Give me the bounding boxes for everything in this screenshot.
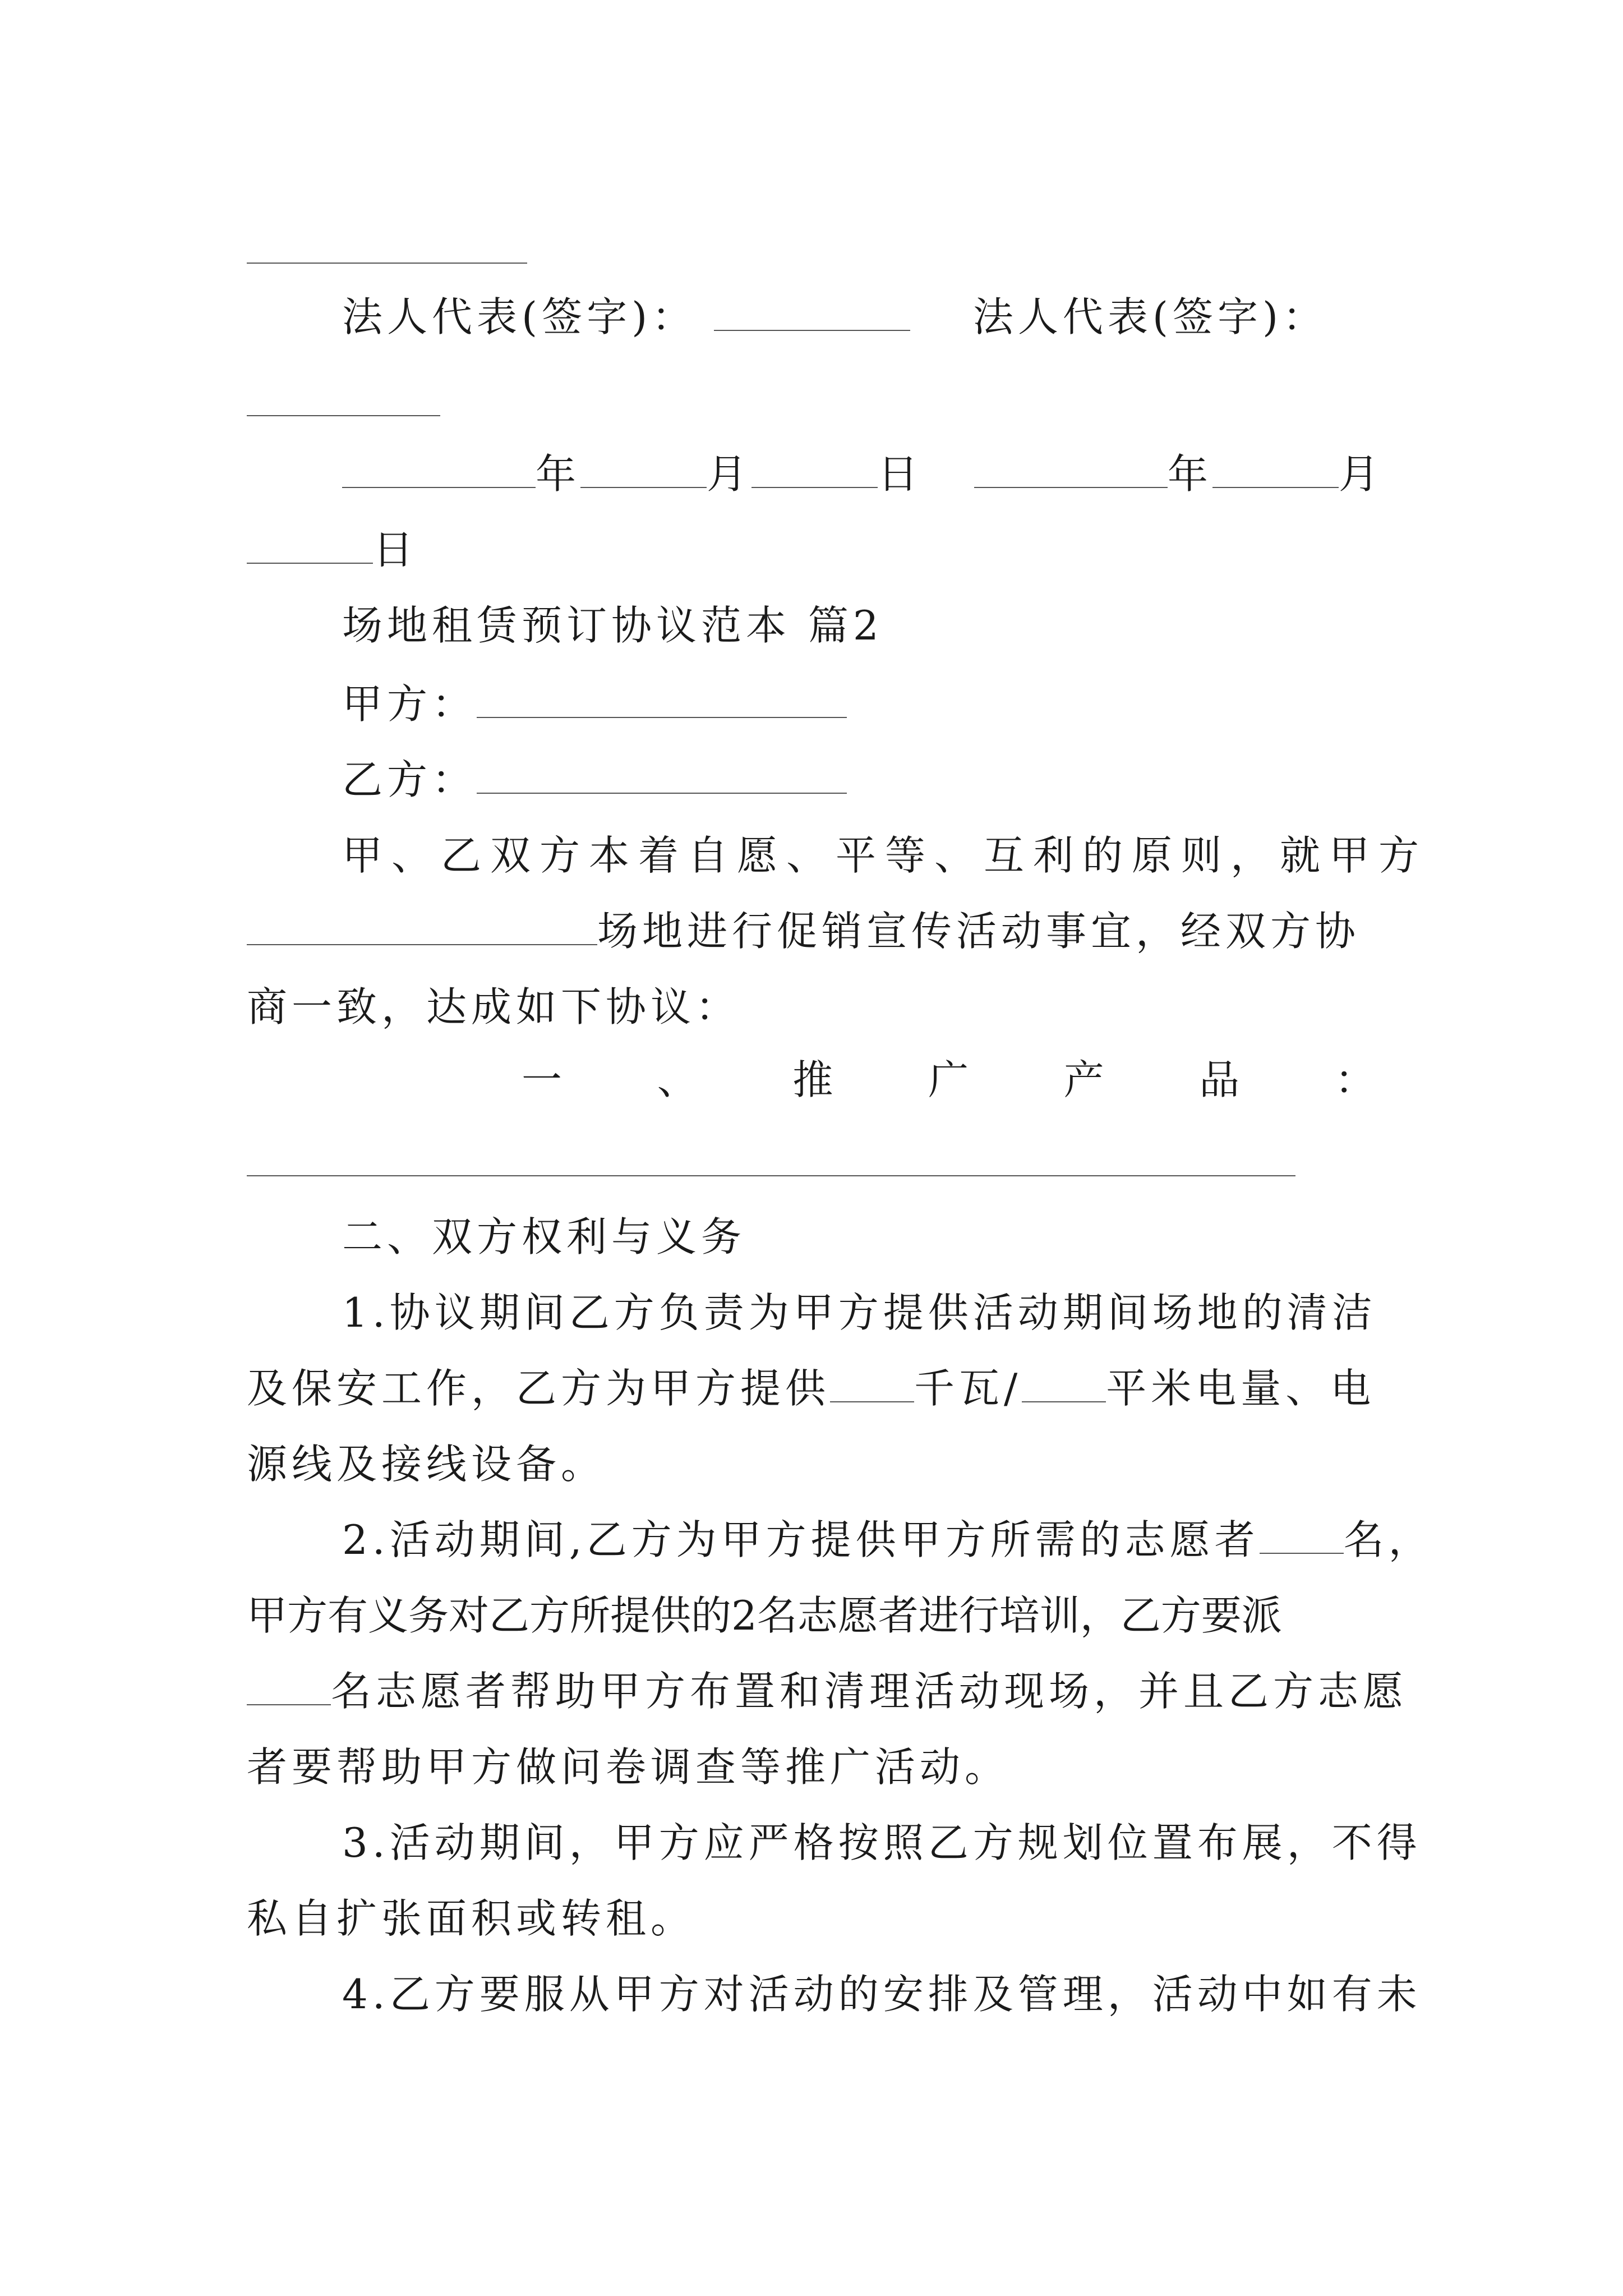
para-1-text: 及保安工作，乙方为甲方提供	[247, 1365, 831, 1412]
blank-line	[247, 908, 597, 945]
intro-line-2-text: 场地进行促销宣传活动事宜，经双方协	[597, 908, 1361, 955]
para-2-line-3	[247, 1666, 1408, 1717]
para-3-line-2: 私自扩张面积或转租。	[247, 1895, 696, 1942]
legal-rep-b-label: 法人代表(签字)：	[972, 293, 1328, 341]
para-1-text: 平米电量、电	[1106, 1365, 1376, 1412]
year-label: 年	[1167, 450, 1212, 498]
blank-line	[830, 1365, 914, 1402]
item-one-char: 推	[792, 1056, 838, 1103]
blank-line	[1260, 1517, 1344, 1554]
para-3-line-1: 3.活动期间，甲方应严格按照乙方规划位置布展，不得	[342, 1819, 1422, 1866]
month-label: 月	[1338, 450, 1384, 498]
item-one-char: 广	[928, 1056, 973, 1103]
date-row-cont	[247, 524, 1380, 575]
para-2-line-1	[342, 1515, 1475, 1565]
blank-line	[247, 527, 373, 564]
blank-line	[580, 451, 707, 488]
date-row	[342, 449, 1475, 499]
section-title: 场地租赁预订协议范本 篇2	[342, 602, 883, 649]
day-label: 日	[878, 450, 923, 498]
party-a-label: 甲方：	[342, 680, 477, 728]
para-2-text: 2.活动期间,乙方为甲方提供甲方所需的志愿者	[342, 1516, 1260, 1563]
blank-line	[247, 415, 440, 416]
para-4-line-1: 4.乙方要服从甲方对活动的安排及管理，活动中如有未	[342, 1971, 1422, 2018]
blank-line	[342, 451, 536, 488]
blank-line	[1212, 451, 1339, 488]
para-1-text: 千瓦/	[914, 1365, 1022, 1412]
blank-line	[247, 263, 527, 264]
blank-line	[247, 1668, 331, 1705]
blank-line	[974, 451, 1168, 488]
intro-line-3: 商一致，达成如下协议：	[247, 983, 741, 1030]
blank-line	[714, 294, 910, 331]
year-label: 年	[536, 450, 581, 498]
party-b-row	[342, 754, 1475, 805]
party-b-label: 乙方：	[342, 756, 477, 803]
blank-line	[247, 1175, 1295, 1176]
day-label: 日	[373, 526, 418, 573]
item-one-char: ：	[1334, 1056, 1380, 1103]
signature-row	[342, 292, 1475, 342]
item-one-char: 、	[657, 1056, 702, 1103]
blank-line	[477, 681, 847, 718]
para-2-text: 名，	[1343, 1516, 1433, 1563]
item-two-heading: 二、双方权利与义务	[342, 1213, 746, 1260]
item-one-char: 一	[522, 1056, 567, 1103]
blank-line	[751, 451, 878, 488]
blank-line	[477, 757, 847, 794]
intro-line-2	[247, 906, 1380, 956]
para-1-line-3: 源线及接线设备。	[247, 1441, 606, 1488]
para-2-line-4: 者要帮助甲方做问卷调查等推广活动。	[247, 1743, 1010, 1791]
month-label: 月	[707, 450, 752, 498]
intro-line-1: 甲、乙双方本着自愿、平等、互利的原则，就甲方	[342, 832, 1428, 879]
party-a-row	[342, 679, 1475, 729]
legal-rep-a-label: 法人代表(签字)：	[342, 293, 697, 341]
para-2-text: 名志愿者帮助甲方布置和清理活动现场，并且乙方志愿	[331, 1668, 1408, 1715]
para-1-line-2	[247, 1363, 1380, 1414]
item-one-char: 品	[1199, 1056, 1244, 1103]
para-2-line-2: 甲方有义务对乙方所提供的2名志愿者进行培训，乙方要派	[247, 1592, 1282, 1639]
blank-line	[1022, 1365, 1106, 1402]
para-1-line-1: 1.协议期间乙方负责为甲方提供活动期间场地的清洁	[342, 1289, 1377, 1336]
item-one-heading	[522, 1055, 1380, 1105]
item-one-char: 产	[1063, 1056, 1109, 1103]
